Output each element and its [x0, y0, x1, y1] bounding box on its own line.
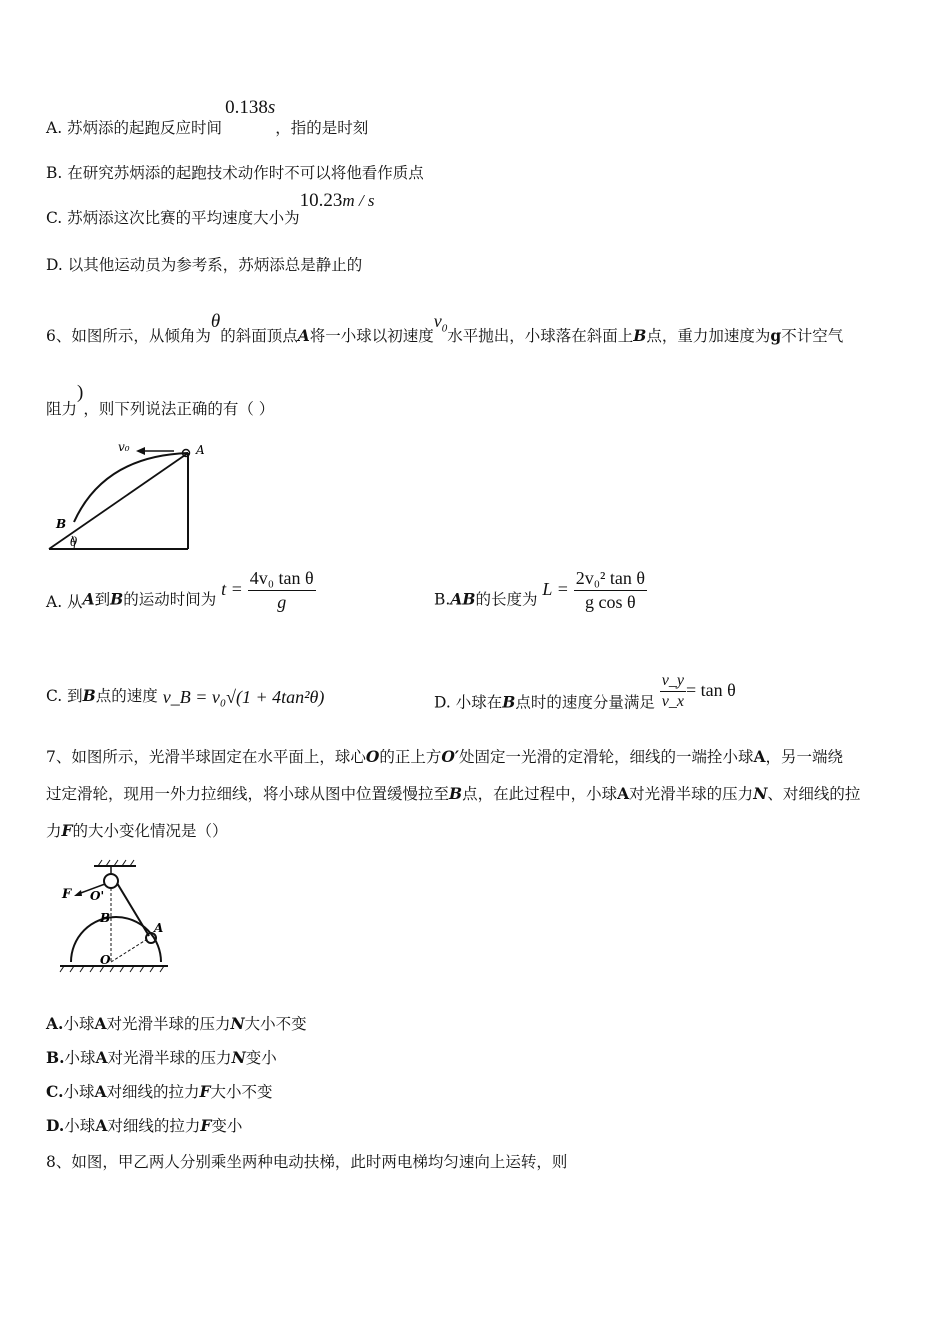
- q7-option-d: D.小球A对细线的拉力F变小: [46, 1116, 243, 1135]
- q7-figure: [56, 858, 186, 978]
- q5-option-a-suffix: ，指的是时刻: [275, 119, 369, 137]
- q7-fig-O-label: O: [100, 953, 111, 967]
- q7-fig-F-label: F: [62, 887, 72, 902]
- q5-option-c-text: C. 苏炳添这次比赛的平均速度大小为: [46, 209, 300, 227]
- q7-fig-A-label: A: [154, 921, 164, 935]
- q5-option-c: [46, 190, 375, 227]
- q6-option-c: C. 到B点的速度 v_B = v₀√(1 + 4tan²θ): [46, 686, 325, 707]
- q8-stem: 8、如图，甲乙两人分别乘坐两种电动扶梯，此时两电梯均匀速向上运转，则: [46, 1153, 568, 1171]
- q7-fig-Oprime-label: O': [90, 889, 105, 903]
- q7-stem-line1: 7、如图所示，光滑半球固定在水平面上，球心O的正上方O′处固定一光滑的定滑轮，细线的一端拴小球A，另一端绕: [46, 747, 844, 766]
- q6-option-d: D. 小球在B点时的速度分量满足 $\frac{v\_y}{v\_x}$ = tan θ: [434, 672, 736, 712]
- q7-option-a: A.小球A对光滑半球的压力N大小不变: [46, 1014, 307, 1033]
- q7-stem-line2: 过定滑轮，现用一外力拉细线，将小球从图中位置缓慢拉至B点，在此过程中，小球A对光滑半球的压力N、对细线的拉: [46, 784, 861, 803]
- q6-option-b: B.AB的长度为 L = $\frac{\text{2v₀² tan θ}}{\text{g cos θ}}$: [434, 568, 645, 612]
- q6-option-a: A. 从A到B的运动时间为 t = $\frac{\text{4v₀ tan θ}}{g}$: [46, 568, 314, 612]
- q5-option-a-text: A. 苏炳添的起跑反应时间: [46, 119, 223, 137]
- q7-fig-B-label: B: [100, 911, 111, 925]
- q6-figure: [44, 436, 214, 556]
- q6-stem-line2: 阻力)，则下列说法正确的有（ ）: [46, 382, 275, 418]
- q5-option-d: D. 以其他运动员为参考系，苏炳添总是静止的: [46, 256, 363, 274]
- q6-stem-line1: 6、如图所示，从倾角为θ的斜面顶点A将一小球以初速度$v_0$水平抛出，小球落在斜面上B点，重力加速度为g不计空气: [46, 311, 844, 345]
- q5-option-a-math: 0.138s: [225, 97, 276, 118]
- q6-fig-theta-label: θ: [70, 535, 78, 549]
- q7-option-b: B.小球A对光滑半球的压力N变小: [46, 1048, 277, 1067]
- q6-fig-v0-label: v₀: [118, 440, 130, 454]
- q5-option-b: B. 在研究苏炳添的起跑技术动作时不可以将他看作质点: [46, 164, 424, 182]
- q6-fig-A-label: A: [196, 443, 205, 457]
- q7-stem-line3: 力F的大小变化情况是（）: [46, 821, 228, 840]
- q5-option-a: [46, 97, 369, 137]
- q6-fig-B-label: B: [56, 517, 67, 531]
- q7-option-c: C.小球A对细线的拉力F大小不变: [46, 1082, 273, 1101]
- q5-option-c-math: 10.23m / s: [299, 190, 375, 211]
